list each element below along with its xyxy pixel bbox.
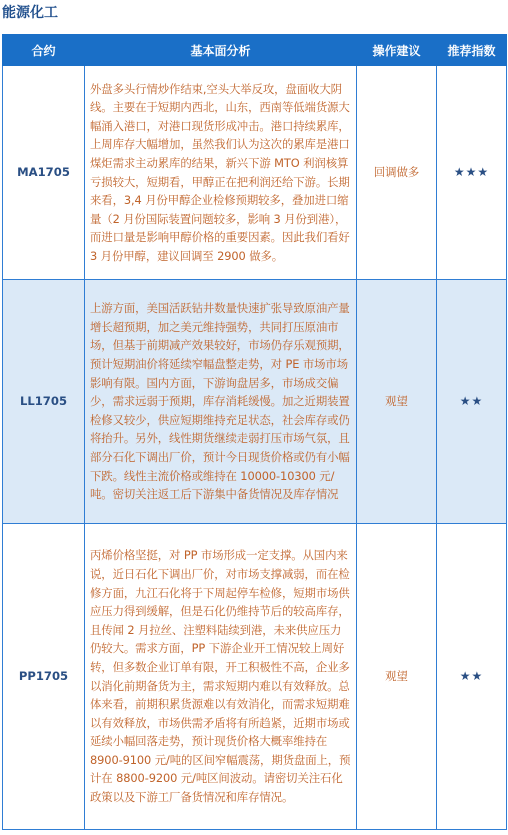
rating-stars: ★★★ [437,66,507,280]
rating-stars: ★★ [437,524,507,830]
table-row [3,524,507,830]
header-advice: 操作建议 [357,35,437,66]
fundamental-analysis: 丙烯价格坚挺，对 PP 市场形成一定支撑。从国内来说，近日石化下调出厂价，对市场支撑减弱，而在检修方面，九江石化将于下周起停车检修，短期市场供应压力得到缓解，但是石化仍维持节后的较高库存，且传闻 2 月拉丝、注塑料陆续到港，未来供应压力仍较大。需求方面，PP 下游企业开工情况较上周好转，但多数企业订单有限，开工积极性不高，企业多以消化前期备货为主，需求短期内难以有效释放。总体来看，前期积累货源难以有效消化，而需求短期难以有效释放，市场供需矛盾将有所趋紧，近期市场或延续小幅回落走势，预计现货价格大概率维持在 8900-9100 元/吨的区间窄幅震荡，期货盘面上，预计在 8800-9200 元/吨区间波动。请密切关注石化政策以及下游工厂备货情况和库存情况。 [85,524,357,830]
contract-code: PP1705 [3,524,85,830]
recommendation-table [2,34,507,830]
section-title: 能源化工 [2,5,58,21]
contract-code: LL1705 [3,280,85,524]
header-contract: 合约 [3,35,85,66]
fundamental-analysis: 上游方面，美国活跃钻井数量快速扩张导致原油产量增长超预期，加之美元维持强势，共同打压原油市场，但基于前期减产效果较好，市场仍存乐观预期，预计短期油价将延续窄幅盘整走势，对 PE 市场市场影响有限。国内方面，下游询盘居多，市场成交偏少，需求远弱于预期，库存消耗缓慢。加之近期装置检修又较少，供应短期维持充足状态，社会库存或仍将抬升。另外，线性期货继续走弱打压市场气氛，且部分石化下调出厂价，预计今日现货价格或仍有小幅下跌。线性主流价格或维持在 10000-10300 元/吨。密切关注返工后下游集中备货情况及库存情况 [85,280,357,524]
header-analysis: 基本面分析 [85,35,357,66]
table-header-row [3,35,507,66]
operation-advice: 回调做多 [357,66,437,280]
table-row [3,280,507,524]
header-rating: 推荐指数 [437,35,507,66]
contract-code: MA1705 [3,66,85,280]
table-row [3,66,507,280]
fundamental-analysis: 外盘多头行情炒作结束,空头大举反攻，盘面收大阴线。主要在于短期内西北，山东，西南等低端货源大幅涌入港口，对港口现货形成冲击。港口持续累库，上周库存大幅增加，虽然我们认为这次的累库是港口煤炬需求主动累库的结果，新兴下游 MTO 利润核算亏损较大，短期看，甲醇正在把利润还给下游。长期来看，3,4 月份甲醇企业检修预期较多，叠加进口缩量（2 月份国际装置问题较多，影响 3 月份到港），而进口量是影响甲醇价格的重要因素。因此我们看好 3 月份甲醇，建议回调至 2900 做多。 [85,66,357,280]
rating-stars: ★★ [437,280,507,524]
operation-advice: 观望 [357,280,437,524]
operation-advice: 观望 [357,524,437,830]
